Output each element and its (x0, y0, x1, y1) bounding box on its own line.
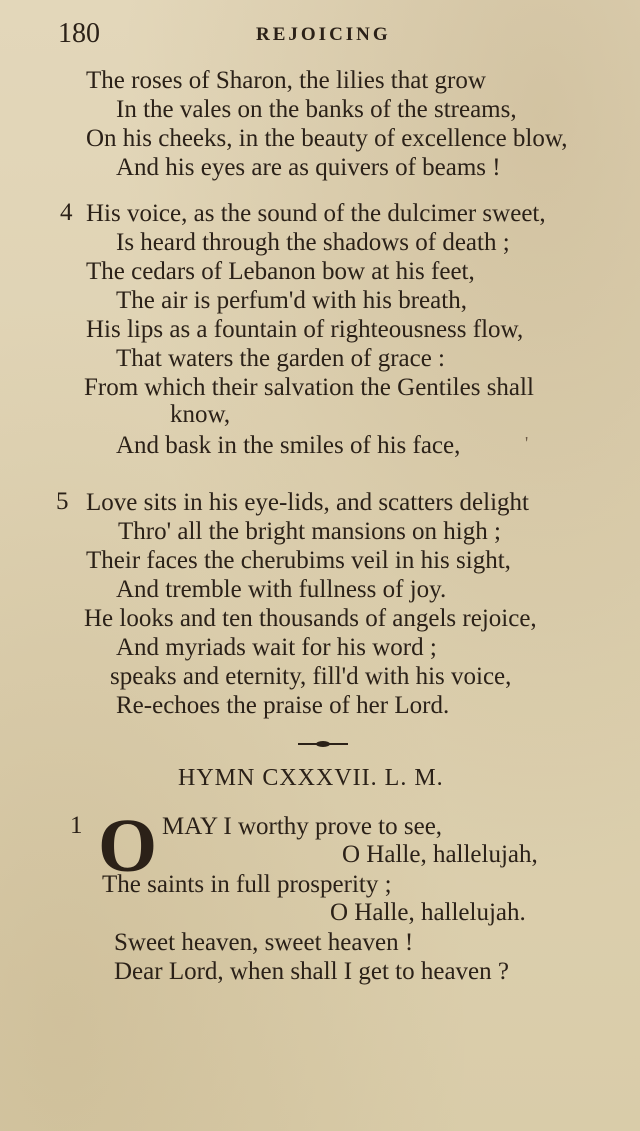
stanza-line: On his cheeks, in the beauty of excellence blow, (86, 125, 568, 152)
stanza-line: The roses of Sharon, the lilies that grow (86, 67, 486, 94)
stanza-line: O Halle, hallelujah, (342, 841, 538, 868)
stanza-line: The air is perfum'd with his breath, (116, 287, 467, 314)
stanza-line: And myriads wait for his word ; (116, 634, 437, 661)
stanza-line: The saints in full prosperity ; (102, 871, 392, 898)
stanza-line: His voice, as the sound of the dulcimer sweet, (86, 200, 546, 227)
drop-cap: O (98, 804, 158, 888)
page-number: 180 (58, 18, 100, 49)
stanza-line: Thro' all the bright mansions on high ; (118, 518, 501, 545)
stanza-line: know, (170, 401, 231, 428)
stanza-line: Is heard through the shadows of death ; (116, 229, 510, 256)
stanza-line: He looks and ten thousands of angels rejoice, (84, 605, 537, 632)
ornament-divider (298, 741, 348, 747)
verse-number: 1 (70, 812, 83, 839)
stanza-line: MAY I worthy prove to see, (162, 813, 443, 840)
verse-number: 4 (60, 199, 73, 226)
hymn-title: HYMN CXXXVII. L. M. (178, 765, 444, 791)
stanza-line: In the vales on the banks of the streams, (116, 96, 517, 123)
stanza-line: Love sits in his eye-lids, and scatters delight (86, 489, 529, 516)
stanza-line: Re-echoes the praise of her Lord. (116, 692, 450, 719)
stanza-line: And his eyes are as quivers of beams ! (116, 154, 501, 181)
stanza-line: Their faces the cherubims veil in his sight, (86, 547, 511, 574)
stanza-line: O Halle, hallelujah. (330, 899, 526, 926)
stanza-line: And tremble with fullness of joy. (116, 576, 447, 603)
stanza-line: speaks and eternity, fill'd with his voice, (110, 663, 512, 690)
stanza-line: Sweet heaven, sweet heaven ! (114, 929, 414, 956)
running-title: REJOICING (256, 24, 391, 45)
stanza-line: From which their salvation the Gentiles shall (84, 374, 534, 401)
stanza-line: And bask in the smiles of his face, (116, 432, 461, 459)
stanza-line: The cedars of Lebanon bow at his feet, (86, 258, 475, 285)
margin-mark: ' (525, 433, 529, 453)
stanza-line: His lips as a fountain of righteousness flow, (86, 316, 524, 343)
stanza-line: Dear Lord, when shall I get to heaven ? (114, 958, 509, 985)
stanza-line: That waters the garden of grace : (116, 345, 446, 372)
verse-number: 5 (56, 488, 69, 515)
